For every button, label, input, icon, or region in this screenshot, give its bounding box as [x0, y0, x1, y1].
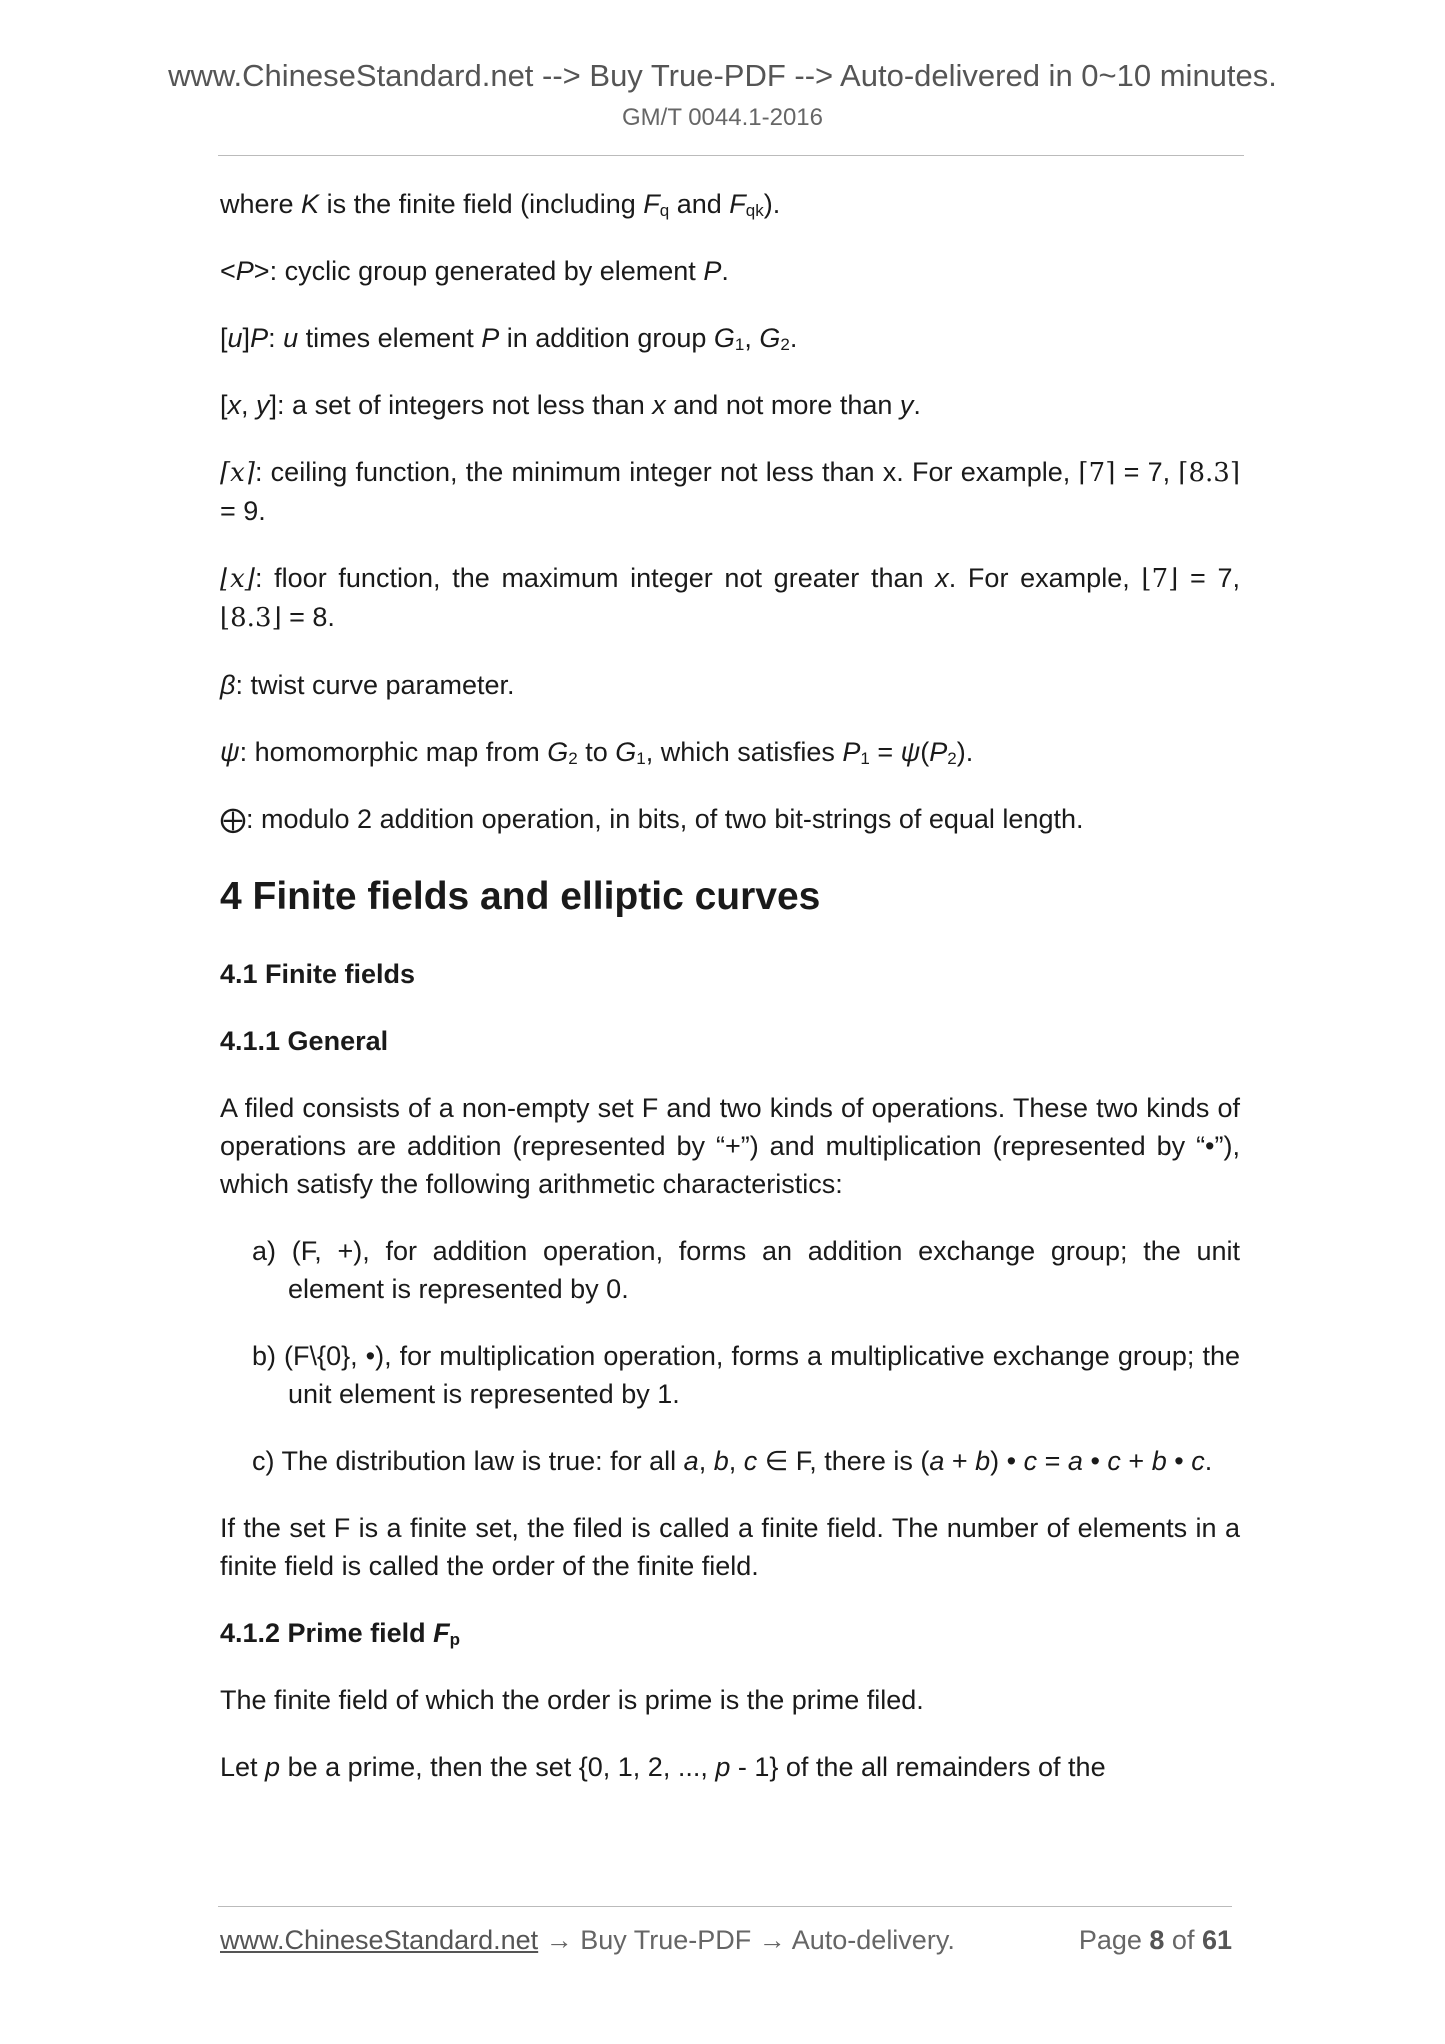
symbol-beta: β: twist curve parameter. — [220, 670, 515, 700]
list-item-c: c) The distribution law is true: for all a, b, c ∈ F, there is (a + b) • c = a • c + b • c. — [252, 1446, 1213, 1476]
symbol-xor: ⨁: modulo 2 addition operation, in bits, of two bit-strings of equal length. — [220, 804, 1084, 835]
section-4-1-1-title: 4.1.1 General — [220, 1026, 389, 1056]
finite-field-definition: If the set F is a finite set, the filed is called a finite field. The number of elements in a finite field is called the order of the finite field. — [220, 1513, 1240, 1581]
symbol-ceiling: ⌈x⌉: ceiling function, the minimum integer not less than x. For example, ⌈7⌉ = 7, ⌈8.3⌉ = 9. — [220, 457, 1240, 526]
footer-link[interactable]: www.ChineseStandard.net — [220, 1925, 539, 1955]
document-body — [220, 185, 1240, 1815]
symbol-psi: ψ: homomorphic map from $G_2$ to $G_1$, which satisfies $P_1 = \psi(P_2)$. — [220, 737, 974, 768]
symbol-floor: ⌊x⌋: floor function, the maximum integer not greater than x. For example, ⌊7⌋ = 7, ⌊8.3⌋ = 8. — [220, 563, 1240, 633]
header-divider — [218, 155, 1244, 156]
header-banner: www.ChineseStandard.net --> Buy True-PDF --> Auto-delivered in 0~10 minutes. — [168, 58, 1277, 93]
standard-code: GM/T 0044.1-2016 — [621, 104, 823, 131]
field-definition: A filed consists of a non-empty set F and two kinds of operations. These two kinds of operations are addition (represented by “+”) and multiplication (represented by “•”), which satisfy the following arithmetic characteristics: — [220, 1093, 1240, 1199]
symbol-cyclic-group: <P>: cyclic group generated by element P. — [220, 256, 729, 286]
list-item-a: a) (F, +), for addition operation, forms an addition exchange group; the unit element is represented by 0. — [252, 1236, 1240, 1304]
section-4-1-2-title: 4.1.2 Prime field $F_p$ — [220, 1618, 460, 1649]
page-indicator: Page 8 of 61 — [1078, 1925, 1232, 1955]
symbol-k-field: where K is the finite field (including $F_q$ and $F_{qk}$). — [220, 189, 781, 220]
section-4-title: 4 Finite fields and elliptic curves — [220, 875, 821, 918]
symbol-interval: [x, y]: a set of integers not less than x and not more than y. — [220, 390, 921, 420]
page-number: 8 — [1149, 1925, 1165, 1955]
prime-remainders-text: Let p be a prime, then the set {0, 1, 2, ..., p - 1} of the all remainders of the — [220, 1752, 1106, 1782]
prime-field-definition: The finite field of which the order is prime is the prime filed. — [220, 1685, 924, 1715]
list-item-b: b) (F\{0}, •), for multiplication operation, forms a multiplicative exchange group; the unit element is represented by 1. — [252, 1341, 1240, 1409]
footer-divider — [218, 1906, 1232, 1907]
symbol-scalar-mult: [u]P: u times element P in addition group $G_1$, $G_2$. — [220, 323, 798, 354]
section-4-1-title: 4.1 Finite fields — [220, 959, 416, 989]
page-total: 61 — [1201, 1925, 1232, 1955]
footer-left: www.ChineseStandard.net → Buy True-PDF → Auto-delivery. — [220, 1925, 955, 1955]
